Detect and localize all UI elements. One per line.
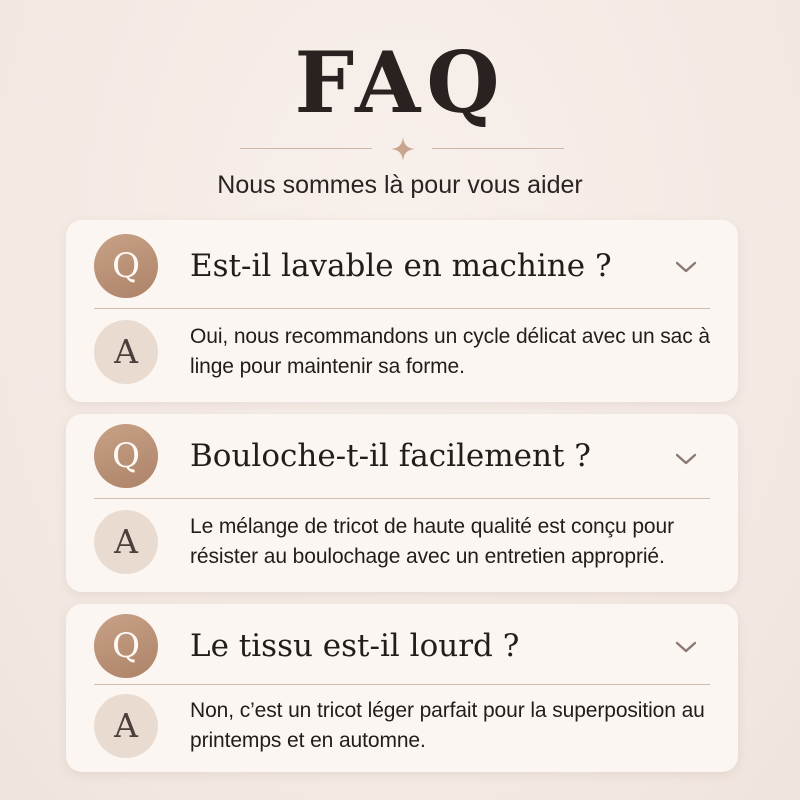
answer-badge: A — [94, 320, 158, 384]
faq-answer: Non, c’est un tricot léger parfait pour la superposition au printemps et en automne. — [190, 699, 705, 752]
faq-question[interactable]: Bouloche-t-il facilement ? — [190, 438, 591, 474]
faq-question[interactable]: Est-il lavable en machine ? — [190, 248, 612, 284]
faq-divider — [94, 498, 710, 499]
question-badge: Q — [94, 614, 158, 678]
question-badge: Q — [94, 234, 158, 298]
faq-question[interactable]: Le tissu est-il lourd ? — [190, 628, 520, 664]
title-divider-left — [240, 148, 372, 149]
chevron-down-icon[interactable] — [672, 258, 700, 276]
page-subtitle: Nous sommes là pour vous aider — [217, 171, 583, 199]
faq-divider — [94, 308, 710, 309]
faq-item[interactable] — [66, 220, 738, 402]
faq-answer: Le mélange de tricot de haute qualité est conçu pour résister au boulochage avec un entretien approprié. — [190, 515, 674, 568]
faq-item[interactable] — [66, 604, 738, 772]
answer-badge: A — [94, 694, 158, 758]
chevron-down-icon[interactable] — [672, 450, 700, 468]
title-divider-right — [432, 148, 564, 149]
page-title: FAQ — [294, 33, 506, 132]
answer-badge: A — [94, 510, 158, 574]
faq-answer: Oui, nous recommandons un cycle délicat avec un sac à linge pour maintenir sa forme. — [190, 325, 710, 378]
question-badge: Q — [94, 424, 158, 488]
chevron-down-icon[interactable] — [672, 638, 700, 656]
sparkle-icon — [390, 136, 416, 162]
faq-item[interactable] — [66, 414, 738, 592]
faq-divider — [94, 684, 710, 685]
